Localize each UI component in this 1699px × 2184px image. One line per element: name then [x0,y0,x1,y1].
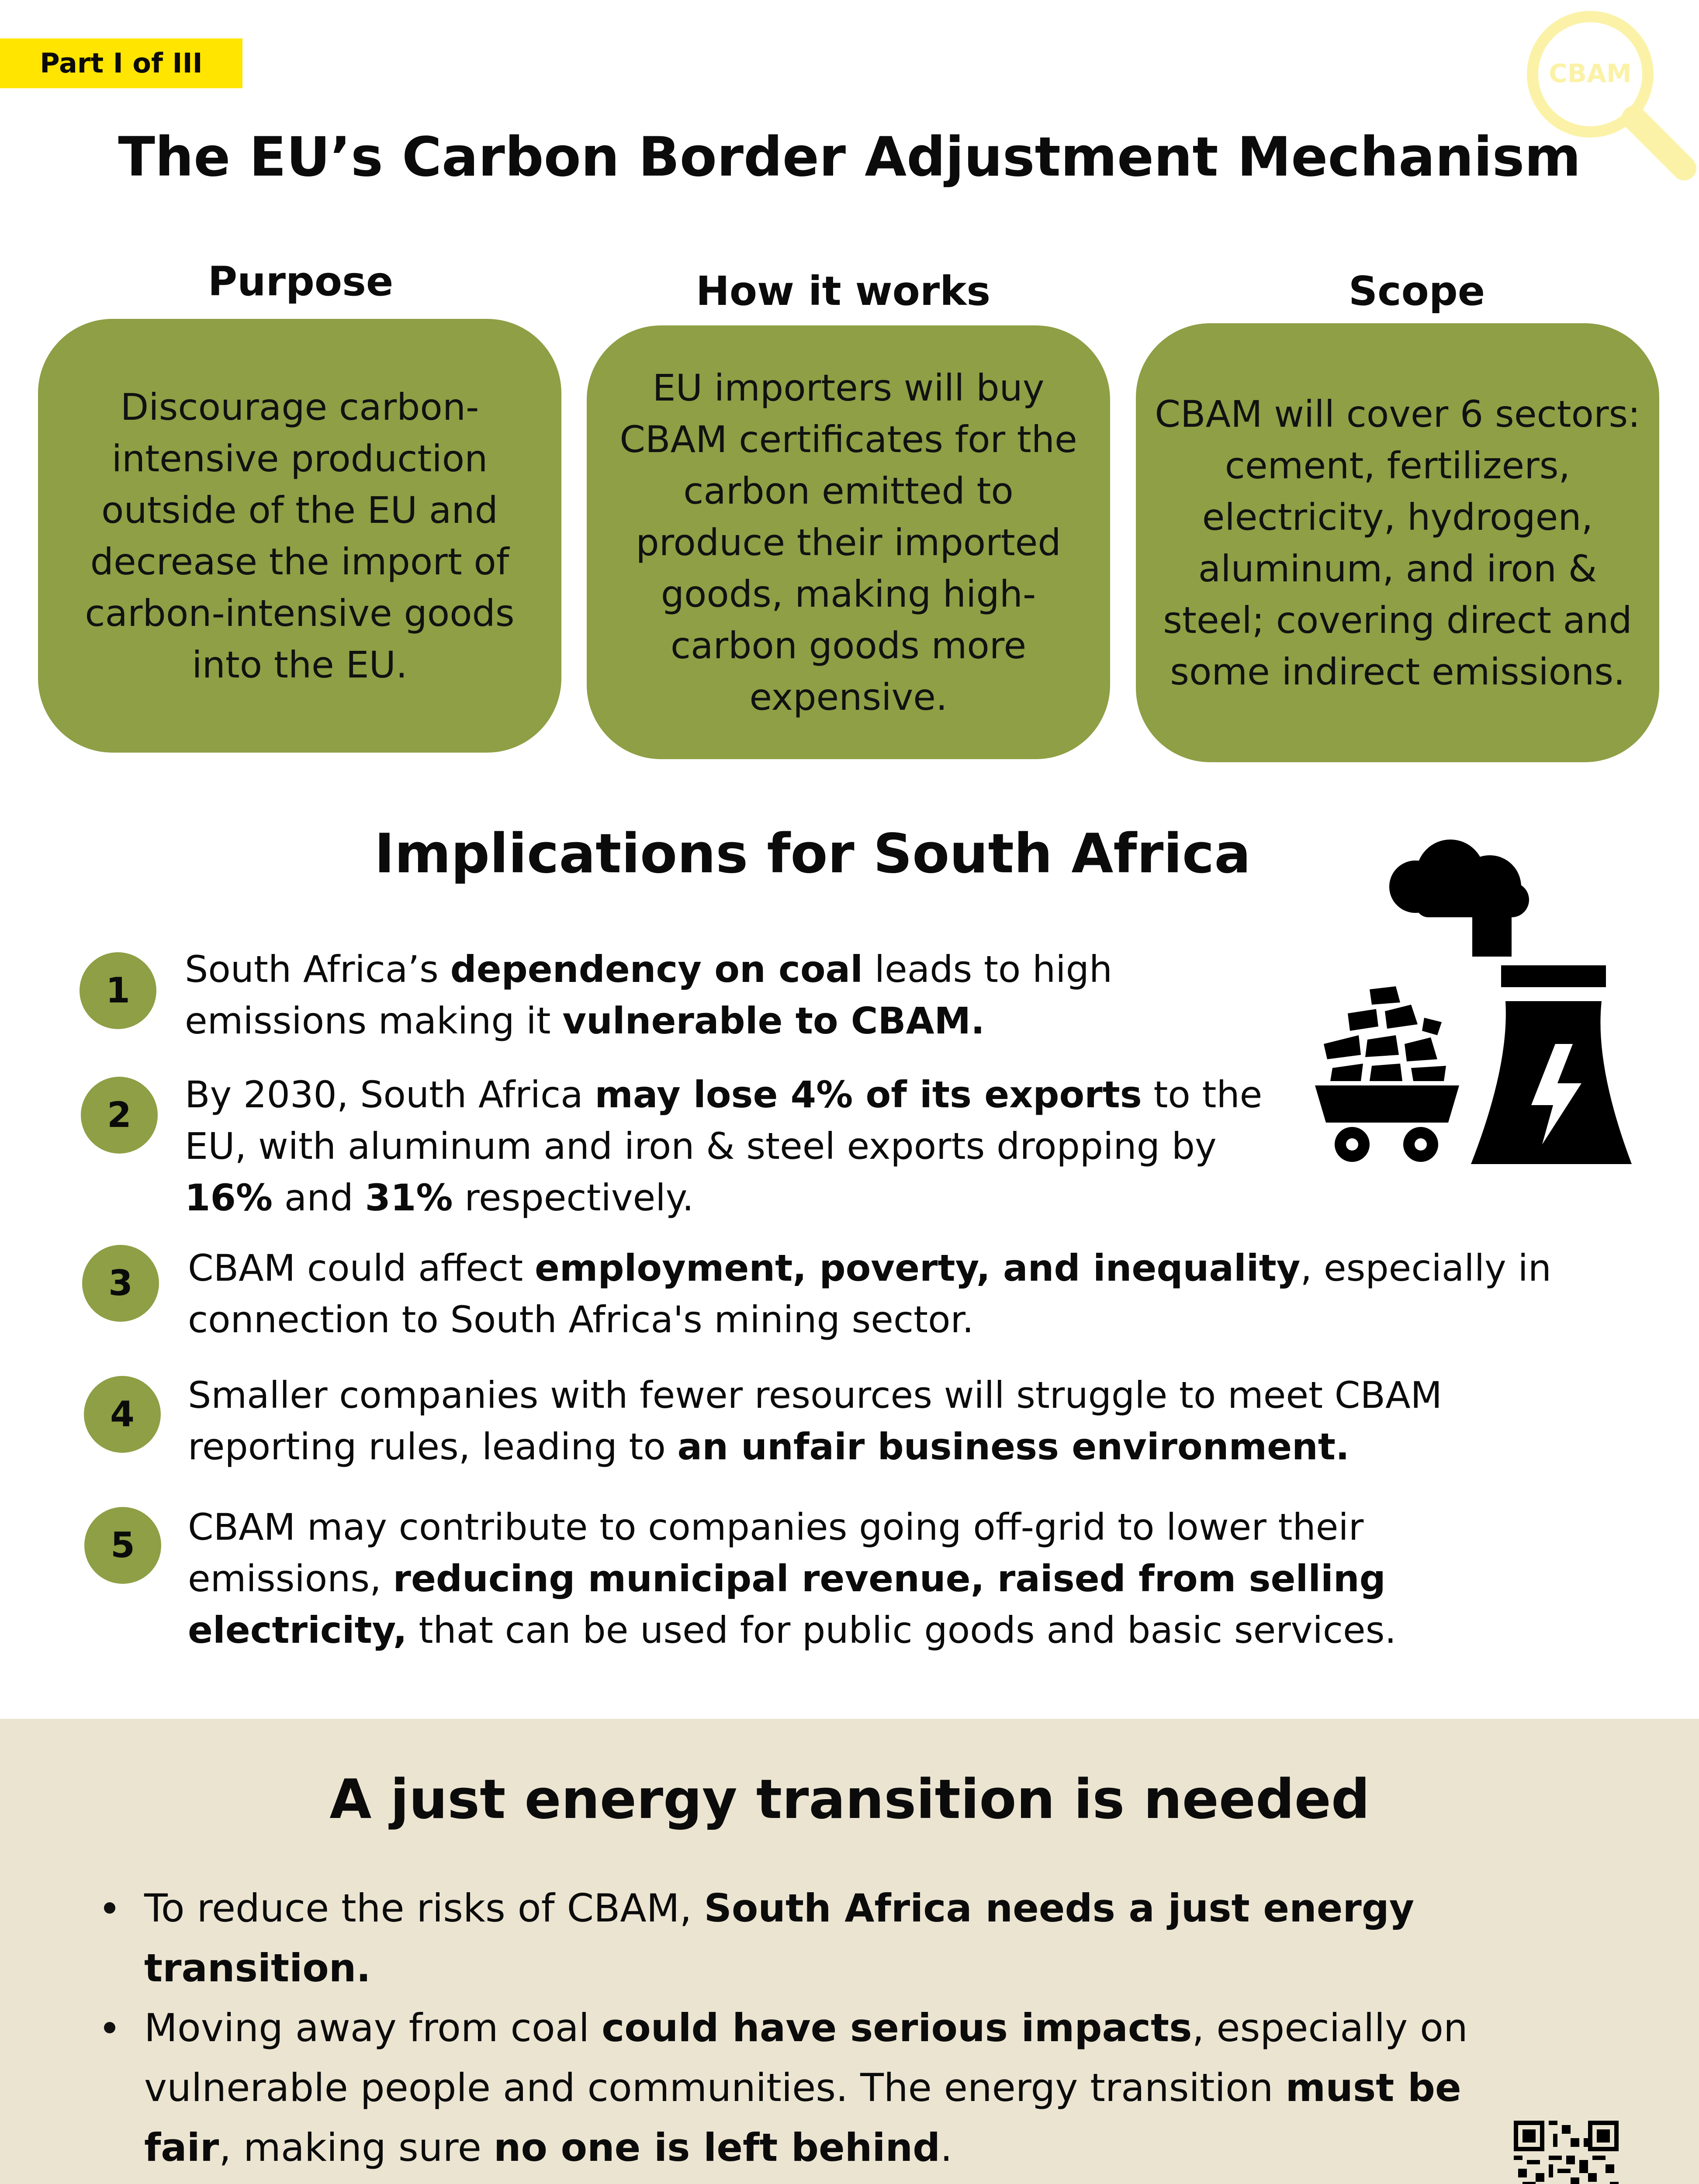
item-number-3: 3 [82,1245,159,1322]
qr-code[interactable] [1514,2121,1619,2184]
implication-item-5: CBAM may contribute to companies going off-grid to lower their emissions, reducing municipal revenue, raised from selling electricity, that can be used for public goods and basic services. [188,1506,1397,1652]
implication-item-3: CBAM could affect employment, poverty, and inequality, especially in connection to South Africa's mining sector. [188,1247,1552,1341]
implications-heading: Implications for South Africa [374,822,1251,885]
transition-bullet-2: Moving away from coal could have serious impacts, especially on vulnerable people and communities. The energy transition must be fair, making sure no one is left behind. [92,1998,1468,2177]
magnifier-label: CBAM [1549,59,1632,88]
how-it-works-card [587,325,1110,759]
purpose-card [38,319,561,753]
item-number-5: 5 [84,1507,161,1584]
transition-bullet-3 [92,2177,1468,2184]
transition-bullet-1: To reduce the risks of CBAM, South Africa needs a just energy transition. [92,1878,1468,1998]
scope-card [1136,323,1659,762]
coal-power-plant-icon [1306,839,1638,1171]
how-it-works-text: EU importers will buy CBAM certificates for the carbon emitted to produce their imported goods, making high-carbon goods more expensive. [619,366,1077,719]
transition-bullet-list [92,1878,1468,2184]
purpose-heading: Purpose [208,258,394,305]
implication-item-1: South Africa’s dependency on coal leads to high emissions making it vulnerable to CBAM. [185,948,1113,1042]
scope-heading: Scope [1348,268,1485,314]
part-badge: Part I of III [0,38,242,88]
scope-text: CBAM will cover 6 sectors: cement, fertilizers, electricity, hydrogen, aluminum, and iron & steel; covering direct and some indirect emissions. [1155,392,1640,693]
implication-item-2: By 2030, South Africa may lose 4% of its exports to the EU, with aluminum and iron & steel exports dropping by 16% and 31% respectively. [185,1073,1263,1219]
smoke-cloud-icon [1389,840,1529,957]
page-title: The EU’s Carbon Border Adjustment Mechanism [118,126,1581,189]
transition-heading: A just energy transition is needed [329,1768,1370,1831]
how-it-works-heading: How it works [696,268,991,314]
purpose-text: Discourage carbon-intensive production outside of the EU and decrease the import of carbon-intensive goods into the EU. [85,385,515,686]
implication-item-4: Smaller companies with fewer resources will struggle to meet CBAM reporting rules, leading to an unfair business environment. [188,1374,1443,1468]
item-number-1: 1 [80,952,156,1029]
item-number-2: 2 [81,1077,158,1154]
item-number-4: 4 [84,1376,161,1453]
